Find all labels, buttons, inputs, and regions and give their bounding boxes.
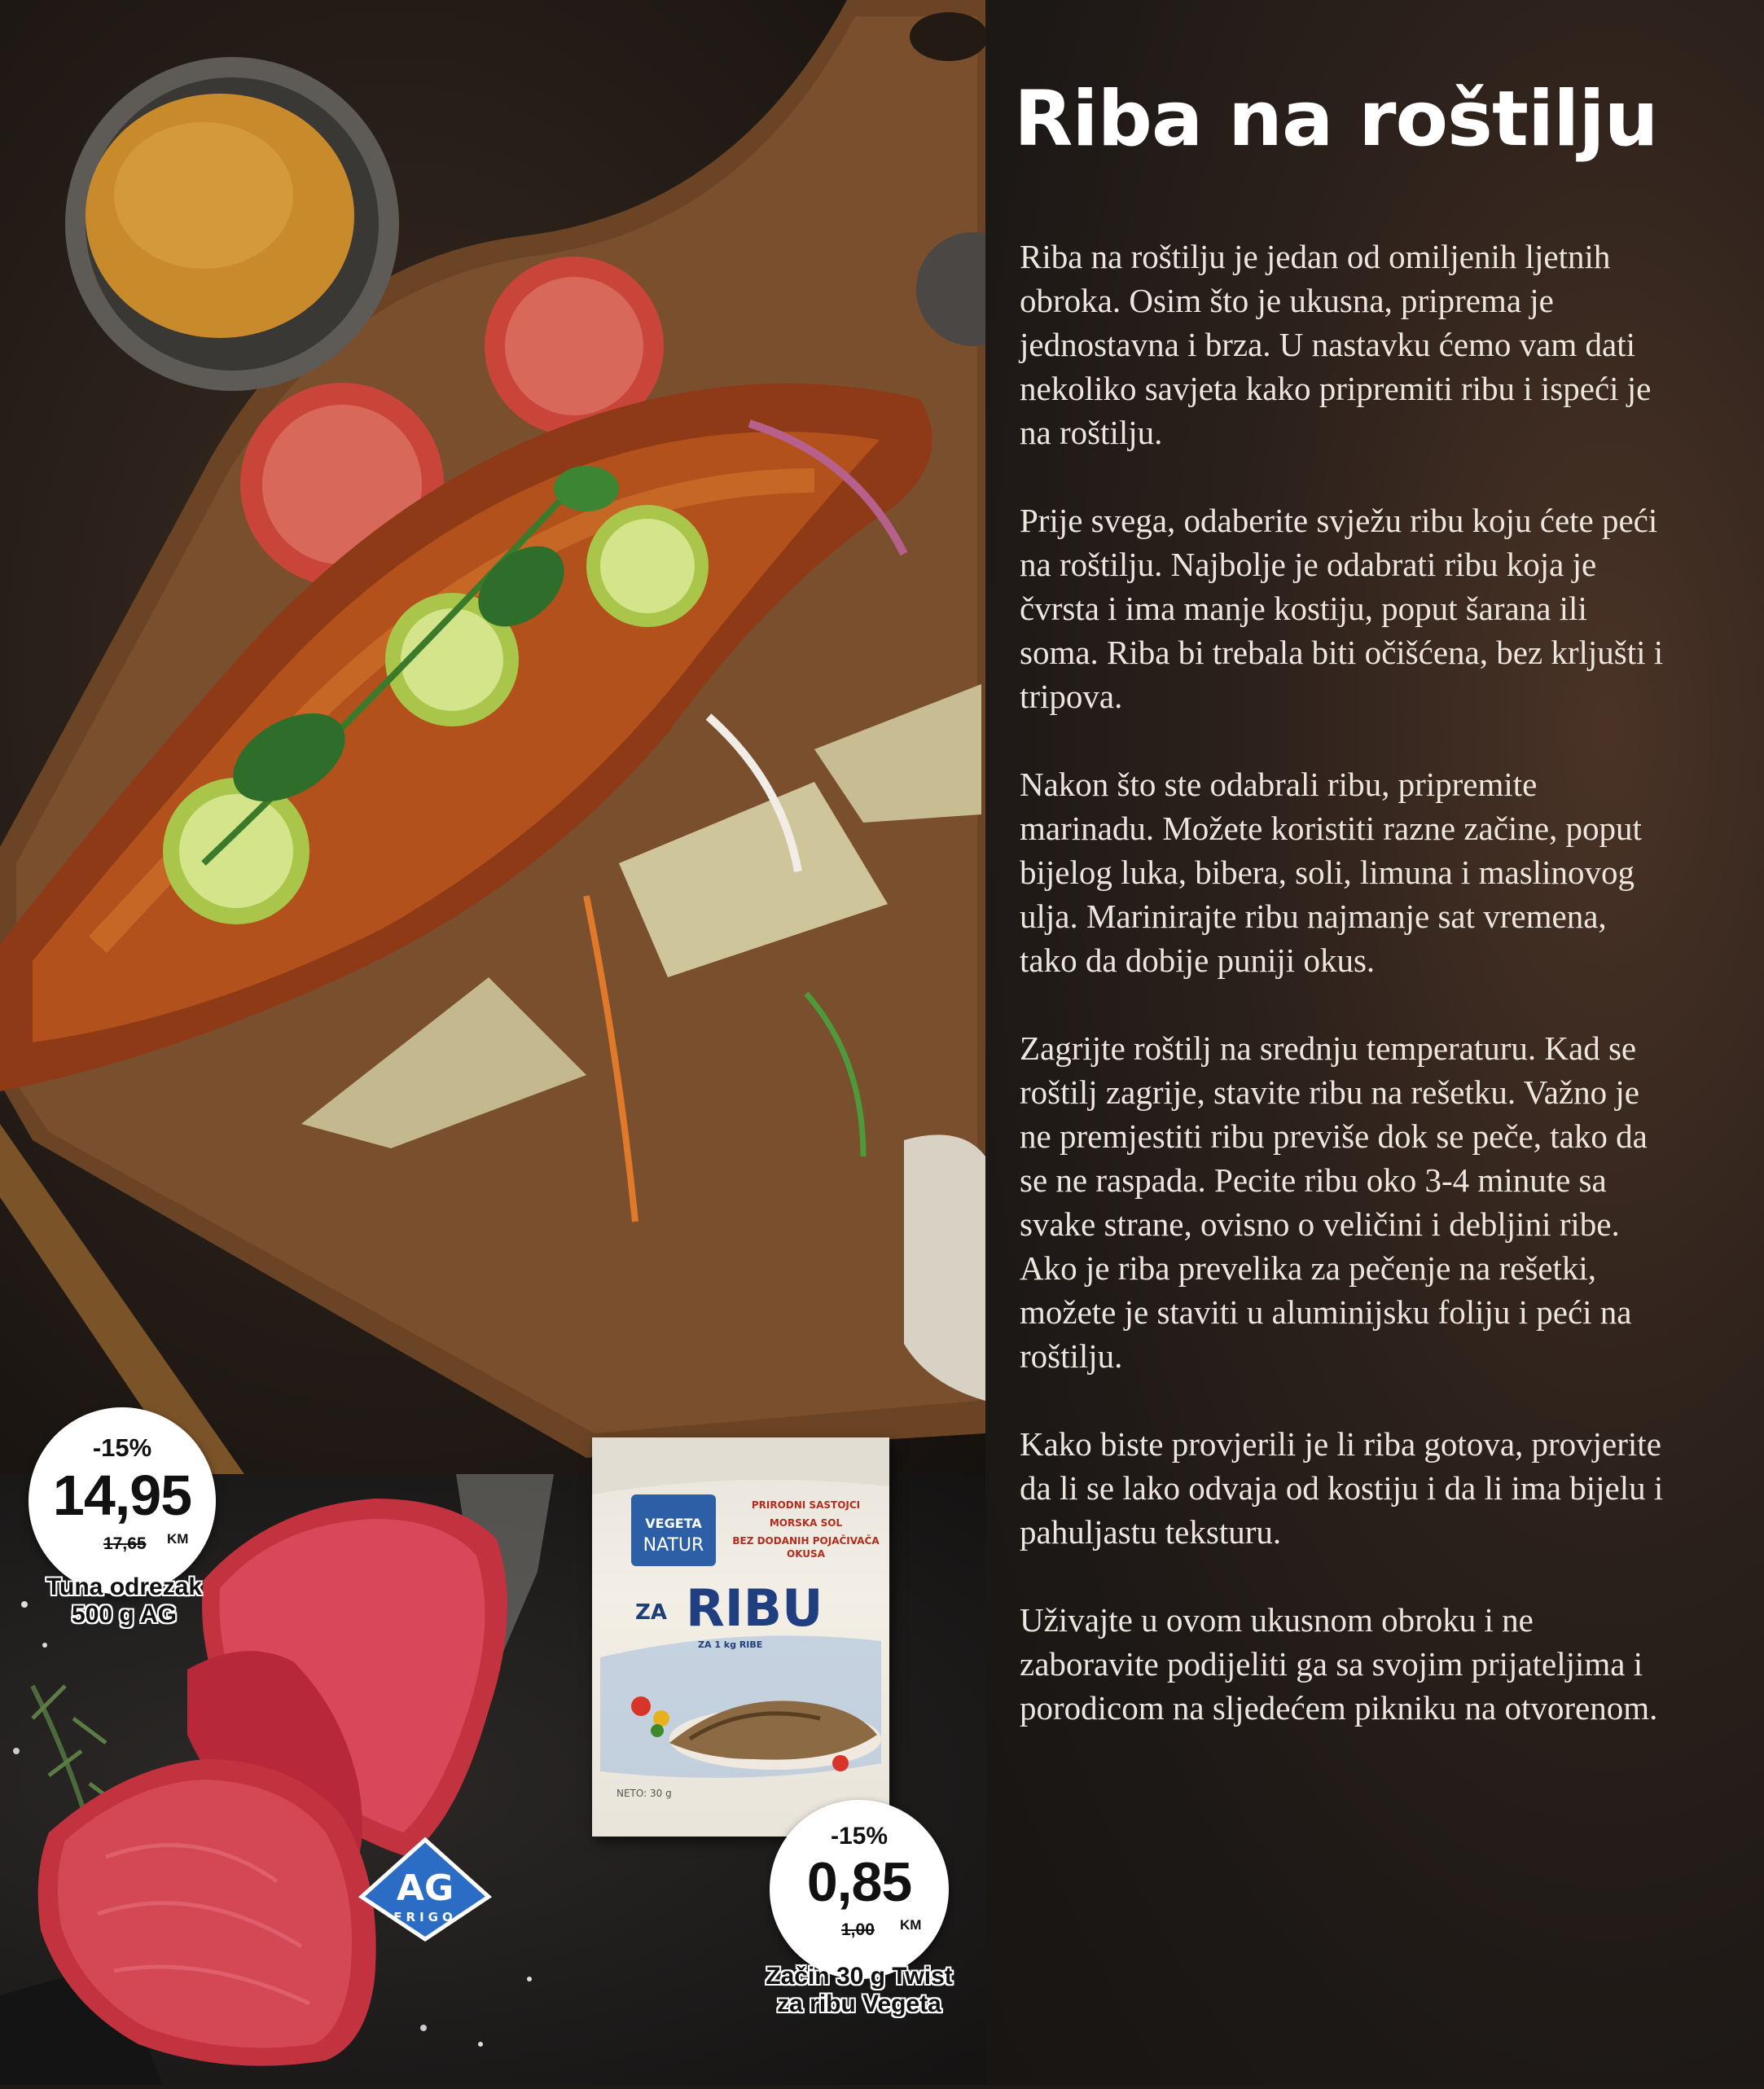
packet-claim: PRIRODNI SASTOJCI: [751, 1499, 861, 1511]
article-title: Riba na roštilju: [1014, 75, 1658, 164]
article-paragraph: Uživajte u ovom ukusnom obroku i ne zaboravite podijeliti ga sa svojim prijateljima i porodicom na sljedećem pikniku na otvorenom.: [1020, 1601, 1658, 1727]
old-price: 17,65: [103, 1534, 147, 1553]
frigo-logo-text: FRIGO: [393, 1910, 457, 1924]
packet-netto: NETO: 30 g: [617, 1788, 672, 1799]
article-paragraph: Nakon što ste odabrali ribu, pripremite marinadu. Možete koristiti razne začine, poput bijelog luka, bibera, soli, limuna i maslinovog ulja. Marinirajte ribu najmanje sat vremena, tako da dobije puniji okus.: [1020, 766, 1642, 979]
vegeta-packet: [592, 1437, 889, 1837]
packet-ribu: RIBU: [686, 1578, 823, 1638]
packet-per: ZA 1 kg RIBE: [698, 1639, 763, 1650]
article-paragraph: Prije svega, odaberite svježu ribu koju ćete peći na roštilju. Najbolje je odabrati ribu koja je čvrsta i ima manje kostiju, poput šarana ili soma. Riba bi trebala biti očišćena, bez krljušti i tripova.: [1020, 502, 1664, 715]
vegeta-line-text: NATUR: [643, 1535, 704, 1556]
ag-frigo-logo: [358, 1837, 493, 1942]
packet-claim: BEZ DODANIH POJAČIVAČA OKUSA: [732, 1535, 880, 1560]
packet-za: ZA: [635, 1600, 667, 1625]
article-body: [1020, 235, 1671, 1774]
vegeta-brand-text: VEGETA: [645, 1516, 702, 1531]
product-name-line: za ribu Vegeta: [777, 1990, 941, 2017]
article-paragraph: Zagrijte roštilj na srednju temperaturu. Kad se roštilj zagrije, stavite ribu na rešetku. Važno je ne premjestiti ribu previše dok se peče, tako da se ne raspada. Pecite ribu oko 3-4 minute sa svake strane, ovisno o veličini i debljini ribe. Ako je riba prevelika za pečenje na rešetki, možete je staviti u aluminijsku foliju i peći na roštilju.: [1020, 1029, 1648, 1375]
ag-logo-text: AG: [396, 1867, 454, 1909]
product-name-line: Tuna odrezak: [46, 1573, 203, 1600]
product-name-line: 500 g AG: [72, 1601, 177, 1628]
product-name-vegeta: [753, 1963, 965, 2018]
currency-label: KM: [900, 1917, 922, 1933]
product-name-tuna: [24, 1573, 224, 1629]
packet-claim: MORSKA SOL: [769, 1517, 843, 1529]
price-badge-tuna: [29, 1407, 216, 1595]
article-paragraph: Kako biste provjerili je li riba gotova, provjerite da li se lako odvaja od kostiju i da li ima bijelu i pahuljastu teksturu.: [1020, 1425, 1664, 1551]
packet-claims: [731, 1499, 881, 1560]
price-value: 0,85: [806, 1851, 912, 1913]
discount-label: -15%: [92, 1433, 152, 1462]
article-paragraph: Riba na roštilju je jedan od omiljenih ljetnih obroka. Osim što je ukusna, priprema je jednostavna i brza. U nastavku ćemo vam dati nekoliko savjeta kako pripremiti ribu i ispeći je na roštilju.: [1020, 238, 1652, 451]
grilled-fish-photo: [0, 0, 985, 1474]
price-value: 14,95: [52, 1464, 192, 1527]
discount-label: -15%: [830, 1823, 889, 1850]
old-price: 1,00: [841, 1920, 875, 1939]
currency-label: KM: [167, 1531, 189, 1547]
product-name-line: Začin 30 g Twist: [766, 1963, 953, 1990]
price-badge-vegeta: [770, 1800, 949, 1979]
